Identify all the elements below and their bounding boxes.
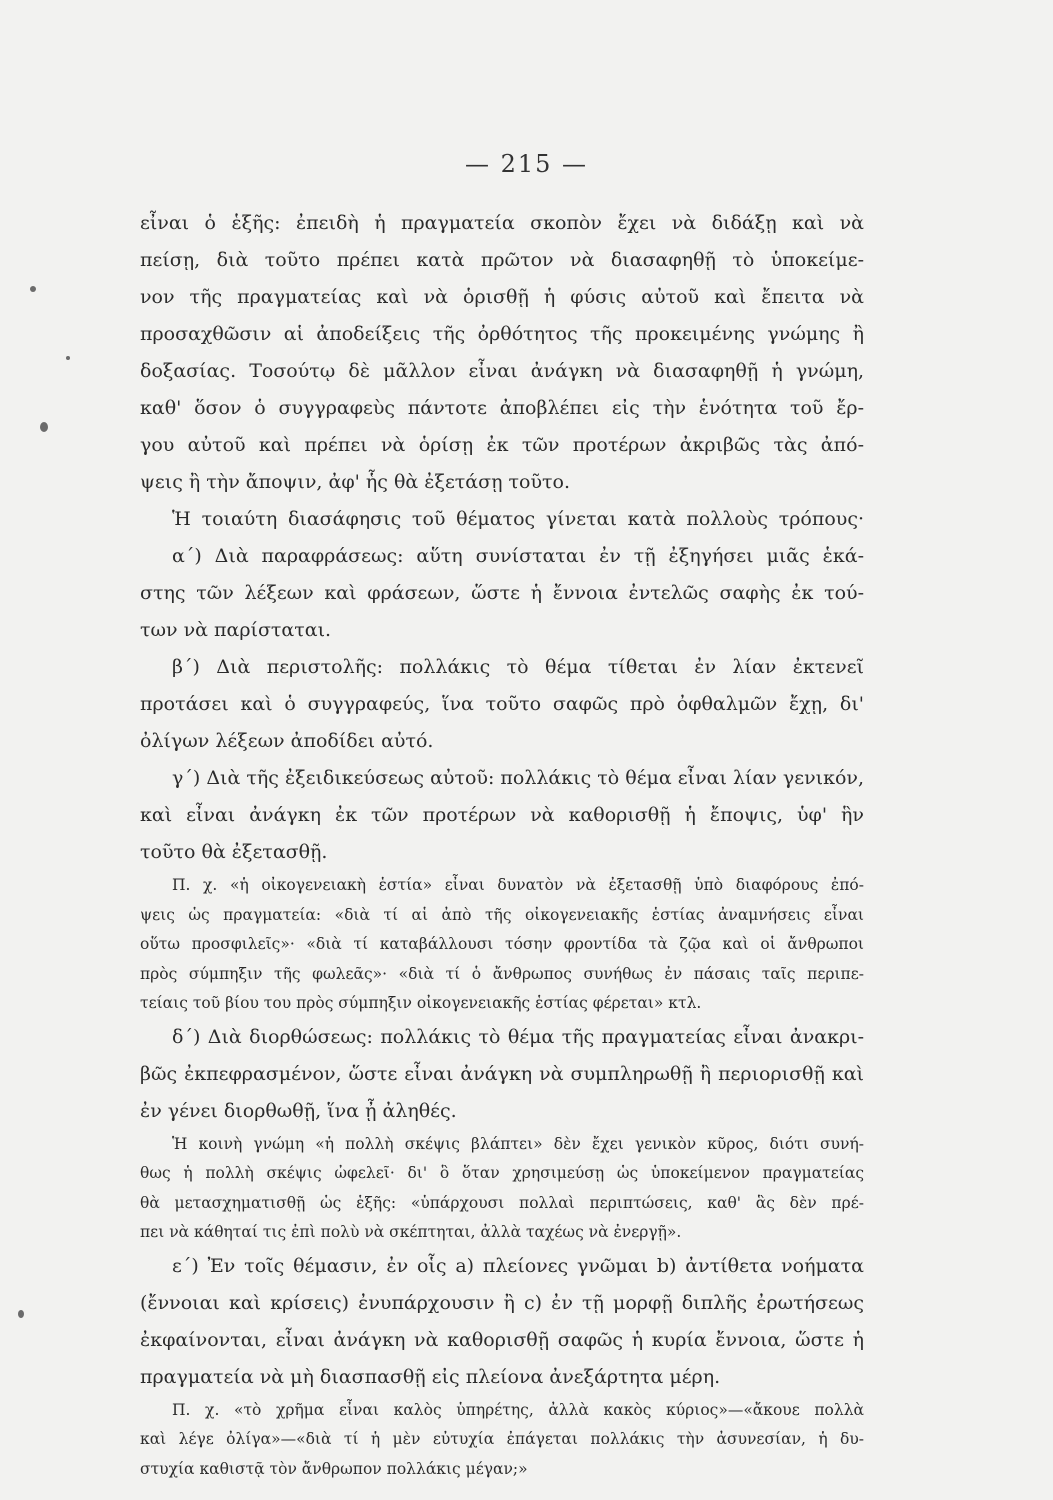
text-line: πρὸς σύμπηξιν τῆς φωλεᾶς»· «διὰ τί ὁ ἄνθρωπος συνήθως ἐν πάσαις ταῖς περιπε-: [140, 964, 864, 983]
paragraph: [140, 501, 864, 538]
text-line: Π. χ. «τὸ χρῆμα εἶναι καλὸς ὑπηρέτης, ἀλλὰ κακὸς κύριος»—«ἄκουε πολλὰ: [172, 1400, 864, 1419]
paragraph: [140, 538, 864, 649]
paragraph: [140, 1248, 864, 1396]
text-line: Ἡ τοιαύτη διασάφησις τοῦ θέματος γίνεται κατὰ πολλοὺς τρόπους·: [172, 508, 864, 530]
text-line: ὀλίγων λέξεων ἀποδίδει αὐτό.: [140, 730, 434, 752]
text-line: ἐν γένει διορθωθῇ, ἵνα ᾖ ἀληθές.: [140, 1099, 457, 1122]
text-line: τοῦτο θὰ ἐξετασθῇ.: [140, 841, 328, 863]
text-line: βῶς ἐκπεφρασμένον, ὥστε εἶναι ἀνάγκη νὰ συμπληρωθῇ ἢ περιορισθῇ καὶ: [140, 1062, 864, 1085]
text-line: Ἡ κοινὴ γνώμη «ἡ πολλὴ σκέψις βλάπτει» δὲν ἔχει γενικὸν κῦρος, διότι συνή-: [172, 1134, 864, 1153]
text-line: εἶναι ὁ ἑξῆς: ἐπειδὴ ἡ πραγματεία σκοπὸν ἔχει νὰ διδάξῃ καὶ νὰ: [140, 212, 864, 234]
text-line: θὰ μετασχηματισθῇ ὡς ἑξῆς: «ὑπάρχουσι πολλαὶ περιπτώσεις, καθ' ἃς δὲν πρέ-: [140, 1193, 864, 1212]
text-line: πείσῃ, διὰ τοῦτο πρέπει κατὰ πρῶτον νὰ διασαφηθῇ τὸ ὑποκείμε-: [140, 249, 864, 271]
text-line: στυχία καθιστᾷ τὸν ἄνθρωπον πολλάκις μέγαν;»: [140, 1459, 528, 1478]
text-line: οὕτω προσφιλεῖς»· «διὰ τί καταβάλλουσι τόσην φροντίδα τὰ ζῷα καὶ οἱ ἄνθρωποι: [140, 935, 864, 953]
text-line: νον τῆς πραγματείας καὶ νὰ ὁρισθῇ ἡ φύσις αὐτοῦ καὶ ἔπειτα νὰ: [140, 286, 864, 308]
text-line: ψεις ἢ τὴν ἄποψιν, ἀφ' ἧς θὰ ἐξετάσῃ τοῦτο.: [140, 471, 571, 493]
text-line: δοξασίας. Τοσούτῳ δὲ μᾶλλον εἶναι ἀνάγκη νὰ διασαφηθῇ ἡ γνώμη,: [140, 360, 864, 382]
text-line: προτάσει καὶ ὁ συγγραφεύς, ἵνα τοῦτο σαφῶς πρὸ ὀφθαλμῶν ἔχῃ, δι': [140, 693, 864, 715]
page-number: — 215 —: [464, 150, 589, 178]
text-line: γ΄) Διὰ τῆς ἐξειδικεύσεως αὐτοῦ: πολλάκις τὸ θέμα εἶναι λίαν γενικόν,: [172, 767, 864, 789]
text-line: πραγματεία νὰ μὴ διασπασθῇ εἰς πλείονα ἀνεξάρτητα μέρη.: [140, 1365, 721, 1388]
paragraph: [140, 1019, 864, 1130]
text-line: γου αὐτοῦ καὶ πρέπει νὰ ὁρίσῃ ἐκ τῶν προτέρων ἀκριβῶς τὰς ἀπό-: [140, 434, 864, 456]
text-line: καθ' ὅσον ὁ συγγραφεὺς πάντοτε ἀποβλέπει εἰς τὴν ἑνότητα τοῦ ἔρ-: [140, 397, 864, 419]
example-paragraph: [140, 871, 864, 1019]
paragraph: [140, 760, 864, 871]
text-line: α΄) Διὰ παραφράσεως: αὕτη συνίσταται ἐν τῇ ἐξηγήσει μιᾶς ἑκά-: [172, 545, 864, 567]
text-line: προσαχθῶσιν αἱ ἀποδείξεις τῆς ὀρθότητος τῆς προκειμένης γνώμης ἢ: [140, 323, 864, 345]
text-line: ε΄) Ἐν τοῖς θέμασιν, ἐν οἷς a) πλείονες γνῶμαι b) ἀντίθετα νοήματα: [172, 1254, 864, 1277]
body-text: [140, 205, 864, 1484]
paragraph: [140, 649, 864, 760]
margin-speck: [18, 1310, 24, 1318]
text-line: στης τῶν λέξεων καὶ φράσεων, ὥστε ἡ ἔννοια ἐντελῶς σαφὴς ἐκ τού-: [140, 582, 864, 604]
text-line: δ΄) Διὰ διορθώσεως: πολλάκις τὸ θέμα τῆς πραγματείας εἶναι ἀνακρι-: [172, 1025, 864, 1048]
text-line: (ἔννοιαι καὶ κρίσεις) ἐνυπάρχουσιν ἢ c) ἐν τῇ μορφῇ διπλῆς ἐρωτήσεως: [140, 1291, 864, 1314]
example-paragraph: [140, 1130, 864, 1248]
example-paragraph: [140, 1396, 864, 1485]
text-line: ἐκφαίνονται, εἶναι ἀνάγκη νὰ καθορισθῇ σαφῶς ἡ κυρία ἔννοια, ὥστε ἡ: [140, 1328, 864, 1351]
text-line: τείαις τοῦ βίου του πρὸς σύμπηξιν οἰκογενειακῆς ἑστίας φέρεται» κτλ.: [140, 994, 702, 1012]
text-line: ψεις ὡς πραγματεία: «διὰ τί αἱ ἀπὸ τῆς οἰκογενειακῆς ἑστίας ἀναμνήσεις εἶναι: [140, 905, 864, 924]
text-line: καὶ λέγε ὀλίγα»—«διὰ τί ἡ μὲν εὐτυχία ἐπάγεται πολλάκις τὴν ἀσυνεσίαν, ἡ δυ-: [140, 1430, 864, 1448]
text-line: πει νὰ κάθηταί τις ἐπὶ πολὺ νὰ σκέπτηται, ἀλλὰ ταχέως νὰ ἐνεργῇ».: [140, 1223, 682, 1241]
margin-speck: [66, 356, 70, 360]
text-line: θως ἡ πολλὴ σκέψις ὠφελεῖ· δι' ὃ ὅταν χρησιμεύσῃ ὡς ὑποκείμενον πραγματείας: [140, 1164, 864, 1182]
paragraph: [140, 205, 864, 501]
margin-speck: [30, 286, 36, 292]
text-line: καὶ εἶναι ἀνάγκη ἐκ τῶν προτέρων νὰ καθορισθῇ ἡ ἔποψις, ὑφ' ἣν: [140, 804, 864, 826]
text-line: Π. χ. «ἡ οἰκογενειακὴ ἑστία» εἶναι δυνατὸν νὰ ἐξετασθῇ ὑπὸ διαφόρους ἐπό-: [172, 876, 864, 894]
text-line: β΄) Διὰ περιστολῆς: πολλάκις τὸ θέμα τίθεται ἐν λίαν ἐκτενεῖ: [172, 656, 864, 678]
margin-speck: [40, 422, 48, 432]
text-line: των νὰ παρίσταται.: [140, 619, 332, 641]
